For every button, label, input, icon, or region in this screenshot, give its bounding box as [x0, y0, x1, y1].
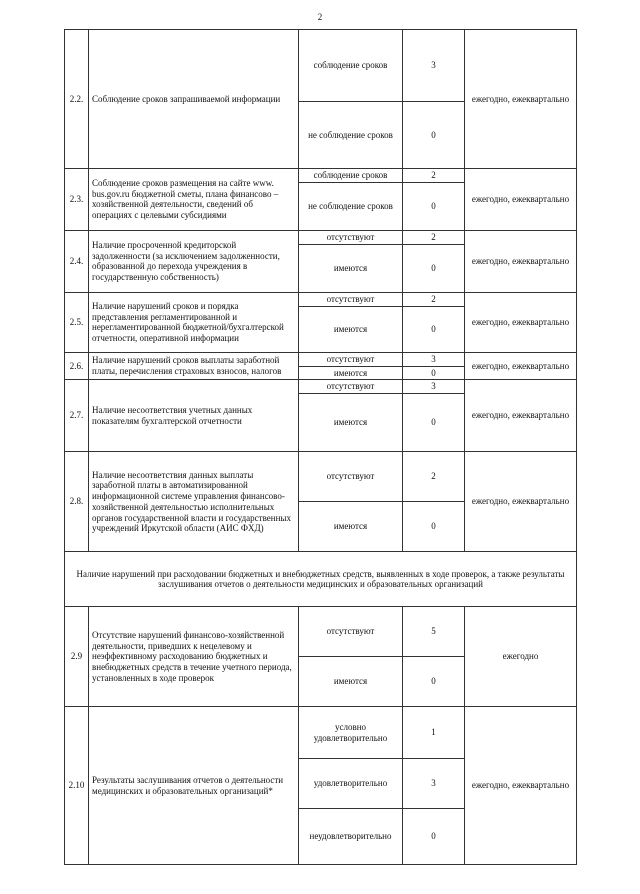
indicator-text: Наличие просроченной кредиторской задолженности (за исключением задолженности, образованной до перехода учреждения в государственную собственность) [89, 230, 299, 292]
score-cell: 1 [403, 707, 465, 759]
criteria-table [64, 29, 577, 865]
indicator-text: Отсутствие нарушений финансово-хозяйственной деятельности, приведших к нецелевому и неэффективному расходованию бюджетных и внебюджетных средств в течение учетного периода, установленных в ходе проверок [89, 607, 299, 707]
row-number: 2.7. [65, 380, 89, 452]
table-row [65, 352, 577, 366]
periodicity-cell: ежегодно, ежеквартально [465, 292, 577, 352]
criterion-cell: не соблюдение сроков [299, 182, 403, 230]
page-number: 2 [317, 12, 323, 22]
table-row [65, 607, 577, 657]
table-row [65, 452, 577, 502]
criterion-cell: имеются [299, 306, 403, 352]
row-number: 2.6. [65, 352, 89, 380]
criterion-cell: отсутствуют [299, 292, 403, 306]
score-cell: 2 [403, 452, 465, 502]
criterion-cell: отсутствуют [299, 607, 403, 657]
indicator-text: Результаты заслушивания отчетов о деятельности медицинских и образовательных организаций* [89, 707, 299, 865]
periodicity-cell: ежегодно, ежеквартально [465, 352, 577, 380]
row-number: 2.9 [65, 607, 89, 707]
indicator-text: Наличие нарушений сроков выплаты заработной платы, перечисления страховых взносов, налогов [89, 352, 299, 380]
criterion-cell: отсутствуют [299, 352, 403, 366]
score-cell: 3 [403, 759, 465, 809]
row-number: 2.4. [65, 230, 89, 292]
periodicity-cell: ежегодно, ежеквартально [465, 452, 577, 552]
periodicity-cell: ежегодно, ежеквартально [465, 707, 577, 865]
periodicity-cell: ежегодно, ежеквартально [465, 380, 577, 452]
score-cell: 0 [403, 809, 465, 865]
score-cell: 0 [403, 102, 465, 169]
row-number: 2.10 [65, 707, 89, 865]
score-cell: 3 [403, 352, 465, 366]
table-row [65, 169, 577, 183]
criterion-cell: условно удовлетворительно [299, 707, 403, 759]
row-number: 2.2. [65, 30, 89, 169]
criterion-cell: имеются [299, 244, 403, 292]
table-row [65, 30, 577, 102]
section-heading: Наличие нарушений при расходовании бюджетных и внебюджетных средств, выявленных в ходе проверок, а также результаты заслушивания отчетов о деятельности медицинских и образовательных организаций [65, 552, 577, 607]
criterion-cell: отсутствуют [299, 230, 403, 244]
row-number: 2.5. [65, 292, 89, 352]
indicator-text: Соблюдение сроков запрашиваемой информации [89, 30, 299, 169]
score-cell: 0 [403, 366, 465, 380]
criterion-cell: удовлетворительно [299, 759, 403, 809]
score-cell: 3 [403, 30, 465, 102]
indicator-text: Наличие нарушений сроков и порядка представления регламентированной и нерегламентированной бюджетной/бухгалтерской отчетности, оперативной информации [89, 292, 299, 352]
score-cell: 0 [403, 657, 465, 707]
criterion-cell: отсутствуют [299, 380, 403, 394]
score-cell: 0 [403, 502, 465, 552]
criterion-cell: отсутствуют [299, 452, 403, 502]
section-heading-row [65, 552, 577, 607]
criterion-cell: соблюдение сроков [299, 30, 403, 102]
criterion-cell: имеются [299, 502, 403, 552]
criterion-cell: имеются [299, 394, 403, 452]
score-cell: 5 [403, 607, 465, 657]
row-number: 2.8. [65, 452, 89, 552]
table-row [65, 292, 577, 306]
score-cell: 0 [403, 182, 465, 230]
score-cell: 2 [403, 169, 465, 183]
periodicity-cell: ежегодно, ежеквартально [465, 30, 577, 169]
periodicity-cell: ежегодно [465, 607, 577, 707]
table-row [65, 380, 577, 394]
score-cell: 2 [403, 230, 465, 244]
row-number: 2.3. [65, 169, 89, 231]
score-cell: 0 [403, 244, 465, 292]
score-cell: 0 [403, 306, 465, 352]
score-cell: 3 [403, 380, 465, 394]
criterion-cell: соблюдение сроков [299, 169, 403, 183]
criterion-cell: имеются [299, 366, 403, 380]
periodicity-cell: ежегодно, ежеквартально [465, 169, 577, 231]
table-row [65, 230, 577, 244]
score-cell: 2 [403, 292, 465, 306]
periodicity-cell: ежегодно, ежеквартально [465, 230, 577, 292]
table-row [65, 707, 577, 759]
criterion-cell: неудовлетворительно [299, 809, 403, 865]
criterion-cell: имеются [299, 657, 403, 707]
indicator-text: Наличие несоответствия данных выплаты заработной платы в автоматизированной информационной системе управления финансово-хозяйственной деятельностью исполнительных органов государственной власти и государственных учреждений Иркутской области (АИС ФХД) [89, 452, 299, 552]
criterion-cell: не соблюдение сроков [299, 102, 403, 169]
score-cell: 0 [403, 394, 465, 452]
indicator-text: Соблюдение сроков размещения на сайте www. bus.gov.ru бюджетной сметы, плана финансово – хозяйственной деятельности, сведений об операциях с целевыми субсидиями [89, 169, 299, 231]
indicator-text: Наличие несоответствия учетных данных показателям бухгалтерской отчетности [89, 380, 299, 452]
